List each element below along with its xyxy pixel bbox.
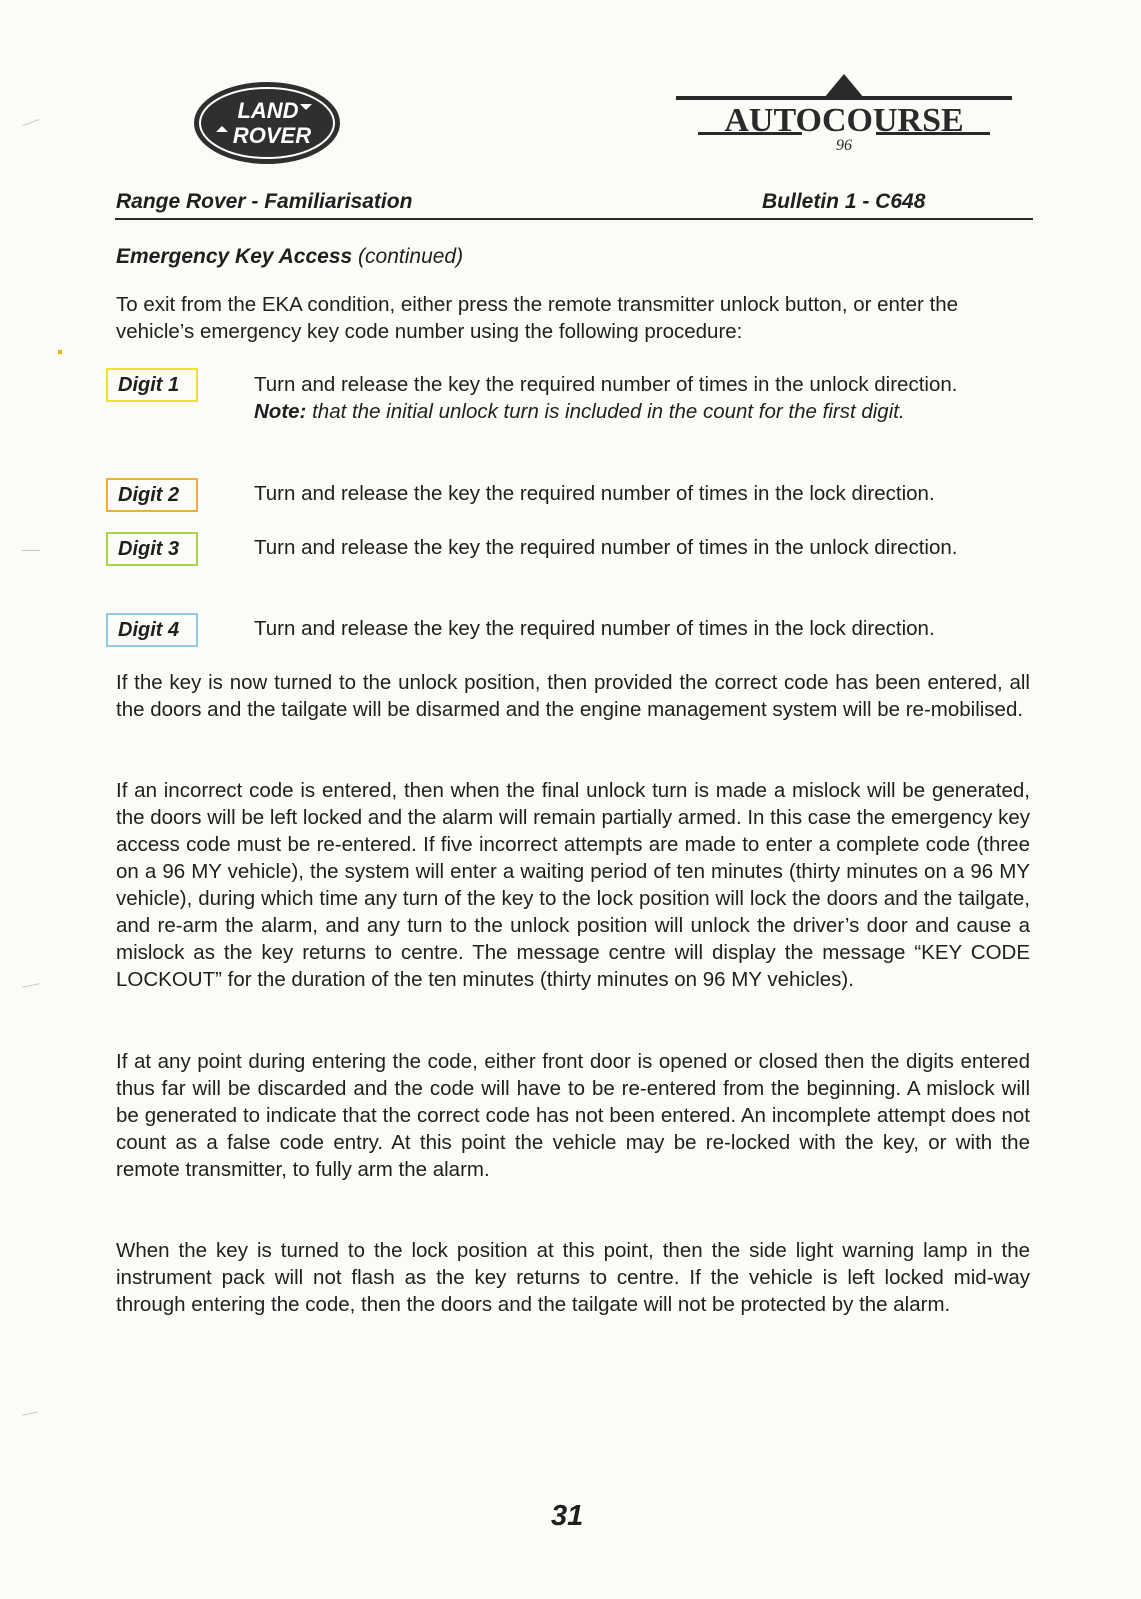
page-number: 31 <box>551 1500 584 1532</box>
digit-4-text: Turn and release the key the required number of times in the lock direction. <box>254 617 935 640</box>
digit-2-text: Turn and release the key the required number of times in the lock direction. <box>254 482 935 505</box>
note-text: that the initial unlock turn is included in the count for the first digit. <box>312 400 905 423</box>
logo-text-rover: ROVER <box>232 123 312 148</box>
land-rover-logo <box>192 80 342 166</box>
digit-4-label: Digit 4 <box>106 613 198 647</box>
intro-paragraph: To exit from the EKA condition, either press the remote transmitter unlock button, or enter the vehicle’s emergency key code number using the following procedure: <box>116 293 959 343</box>
document-title: Range Rover - Familiarisation <box>116 190 413 213</box>
digit-2-label: Digit 2 <box>106 478 198 512</box>
digit-1-text: Turn and release the key the required number of times in the unlock direction. <box>254 373 958 396</box>
autocourse-wordmark: AUTOCOURSE <box>724 102 964 139</box>
digit-1-instruction <box>254 371 1034 425</box>
scan-mark <box>22 119 39 126</box>
scan-mark <box>22 1411 38 1415</box>
paragraph-lock-position: When the key is turned to the lock position at this point, then the side light warning lamp in the instrument pack will not flash as the key returns to centre. If the vehicle is left locked mid-way through entering the code, then the doors and the tailgate will not be protected by the alarm. <box>116 1239 1030 1316</box>
scan-mark <box>58 350 62 354</box>
section-title-main: Emergency Key Access <box>116 245 353 268</box>
digit-1-note <box>254 398 1034 425</box>
scan-mark <box>22 550 40 551</box>
digit-3-text: Turn and release the key the required number of times in the unlock direction. <box>254 536 958 559</box>
paragraph-incorrect-code: If an incorrect code is entered, then when the final unlock turn is made a mislock will be generated, the doors will be left locked and the alarm will remain partially armed. In this case the emergency key access code must be re-entered. If five incorrect attempts are made to enter a complete code (three on a 96 MY vehicle), the system will enter a waiting period of ten minutes (thirty minutes on a 96 MY vehicle), during which time any turn of the key to the lock position will lock the doors and the tailgate, and re-arm the alarm, and any turn to the unlock position will unlock the driver’s door and cause a mislock as the key returns to centre. The message centre will display the message “KEY CODE LOCKOUT” for the duration of the ten minutes (thirty minutes on 96 MY vehicles). <box>116 779 1030 991</box>
section-title-suffix: (continued) <box>358 245 464 268</box>
section-title <box>116 245 463 269</box>
paragraph-correct-code: If the key is now turned to the unlock position, then provided the correct code has been entered, all the doors and the tailgate will be disarmed and the engine management system will be re-mobilised. <box>116 671 1030 721</box>
scan-mark <box>22 983 40 988</box>
digit-1-label: Digit 1 <box>106 368 198 402</box>
digit-3-label: Digit 3 <box>106 532 198 566</box>
note-label: Note: <box>254 400 307 423</box>
autocourse-year: 96 <box>836 137 852 154</box>
paragraph-door-opened: If at any point during entering the code, either front door is opened or closed then the digits entered thus far will be discarded and the code will have to be re-entered from the beginning. A mislock will be generated to indicate that the correct code has not been entered. An incomplete attempt does not count as a false code entry. At this point the vehicle may be re-locked with the key, or with the remote transmitter, to fully arm the alarm. <box>116 1050 1030 1181</box>
autocourse-logo <box>676 72 1012 158</box>
logo-text-land: LAND <box>237 98 299 123</box>
header-divider <box>115 218 1033 220</box>
bulletin-number: Bulletin 1 - C648 <box>762 190 926 213</box>
